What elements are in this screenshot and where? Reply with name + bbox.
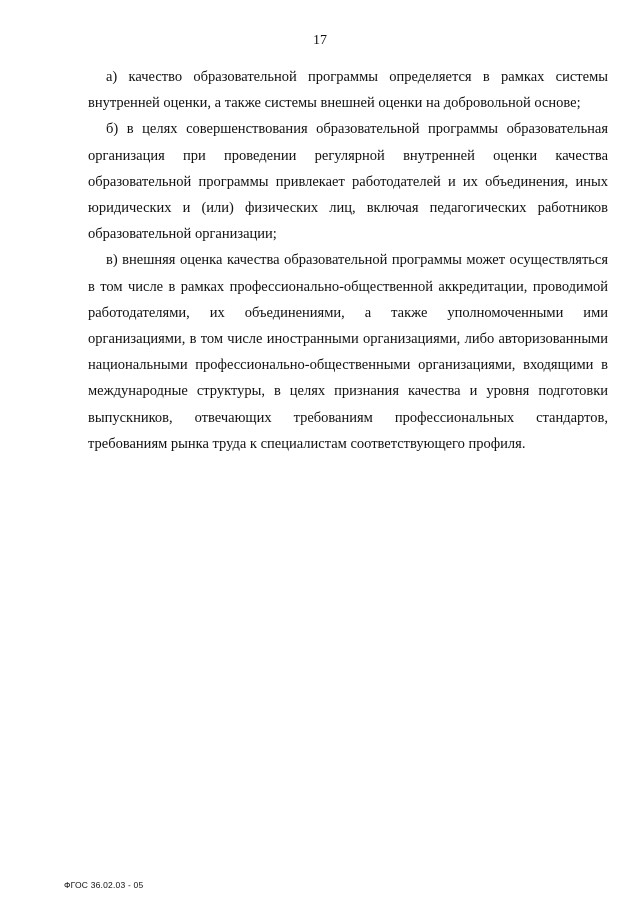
paragraph-c: в) внешняя оценка качества образовательной программы может осуществляться в том числе в рамках профессионально-общественной аккредитации, проводимой работодателями, их объединениями, а также уполномоченными ими организациями, в том числе иностранными организациями, либо авторизованными национальными профессионально-общественными организациями, входящими в международные структуры, в целях признания качества и уровня подготовки выпускников, отвечающих требованиям профессиональных стандартов, требованиям рынка труда к специалистам соответствующего профиля. <box>88 252 608 452</box>
page-number: 17 <box>313 33 327 48</box>
paragraph-a: а) качество образовательной программы определяется в рамках системы внутренней оценки, а также системы внешней оценки на добровольной основе; <box>88 69 608 112</box>
footer-document-code: ФГОС 36.02.03 - 05 <box>64 880 144 890</box>
paragraph-b: б) в целях совершенствования образовательной программы образовательная организация при проведении регулярной внутренней оценки качества образовательной программы привлекает работодателей и их объединения, иных юридических и (или) физических лиц, включая педагогических работников образовательной организации; <box>88 121 608 243</box>
document-body <box>88 64 608 457</box>
